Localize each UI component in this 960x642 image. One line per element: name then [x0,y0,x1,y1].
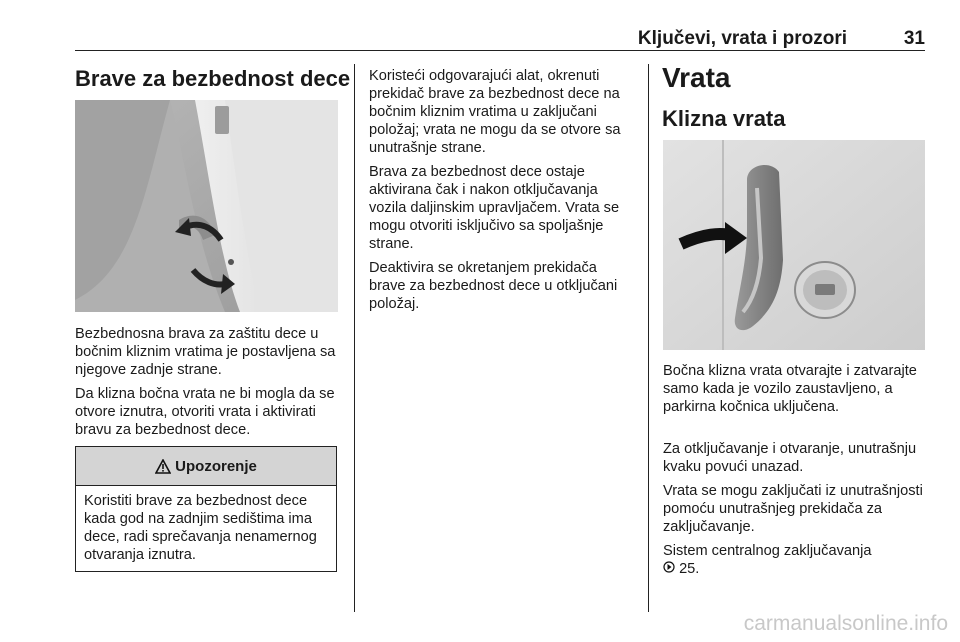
warning-text: Koristiti brave za bezbednost dece kada god na zadnjim sedištima ima dece, radi sprečavanja nenamernog otvaranja iznutra. [84,493,317,563]
paragraph-turn-switch: Koristeći odgovarajući alat, okrenuti prekidač brave za bezbednost dece na bočnim kliznim vratima u zaključani položaj; vrata ne mogu da se otvore sa unutrašnje strane. [369,68,621,156]
paragraph-lock-remains: Brava za bezbednost dece ostaje aktivirana čak i nakon otključavanja vozila daljinskim upravljačem. Vrata se mogu otvoriti isključivo sa spoljašnje strane. [369,164,620,252]
section-heading-sliding-door: Klizna vrata [662,106,786,131]
sliding-door-figure [663,140,925,350]
paragraph-unlock-open: Za otključavanje i otvaranje, unutrašnju kvaku povući unazad. [663,441,917,475]
warning-title: Upozorenje [175,457,257,475]
page-header [75,26,925,51]
paragraph-lock-location: Bezbednosna brava za zaštitu dece u bočnim kliznim vratima je postavljena sa njegove zadnje strane. [75,326,336,378]
section-heading-child-locks: Brave za bezbednost dece [75,66,351,91]
chapter-title: Vrata [662,62,731,93]
page-number: 31 [903,28,925,49]
paragraph-open-close-safely: Bočna klizna vrata otvarajte i zatvarajte samo kada je vozilo zaustavljeno, a parkirna kočnica uključena. [663,363,917,415]
paragraph-deactivate: Deaktivira se okretanjem prekidača brave za bezbednost dece u otključani položaj. [369,260,618,312]
column-divider-right [648,64,649,612]
paragraph-lock-inside: Vrata se mogu zaključati iz unutrašnjosti pomoću unutrašnjeg prekidača za zaključavanje. [663,483,923,535]
sliding-door-handle-illustration [663,140,925,350]
paragraph-lock-activation: Da klizna bočna vrata ne bi mogla da se otvore iznutra, otvoriti vrata i aktivirati bravu za bezbednost dece. [75,386,335,438]
warning-box [75,446,337,572]
child-lock-illustration [75,100,338,312]
reference-arrow-icon [663,561,679,577]
reference-text: Sistem centralnog zaključavanja [663,543,872,559]
reference-page[interactable]: 25. [679,561,700,577]
watermark: carmanualsonline.info [743,612,948,635]
warning-triangle-icon [155,459,171,474]
child-lock-figure [75,100,338,312]
reference-central-locking [663,542,925,578]
section-title: Ključevi, vrata i prozori [637,28,847,49]
warning-header [76,447,336,486]
column-divider-left [354,64,355,612]
